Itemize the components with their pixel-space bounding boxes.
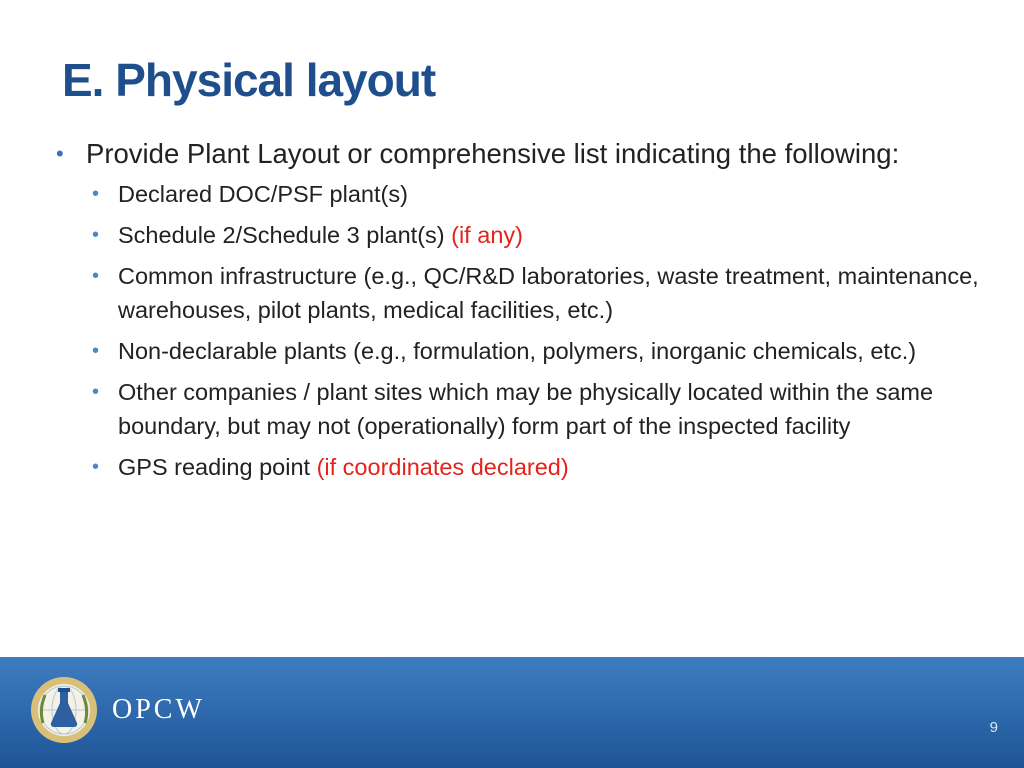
list-item-text: Common infrastructure (e.g., QC/R&D laboratories, waste treatment, maintenance, warehouses, pilot plants, medical facilities, etc.): [118, 263, 979, 323]
bullet-icon: •: [56, 141, 64, 166]
main-bullet-text: Provide Plant Layout or comprehensive list indicating the following:: [86, 138, 900, 169]
list-item: [56, 259, 996, 327]
list-item: [56, 375, 996, 443]
slide-content: [56, 134, 996, 491]
list-item-text: Other companies / plant sites which may be physically located within the same boundary, but may not (operationally) form part of the inspected facility: [118, 379, 934, 439]
bullet-icon: •: [92, 224, 100, 246]
list-item-text: Schedule 2/Schedule 3 plant(s): [118, 222, 452, 248]
page-number: 9: [989, 719, 998, 736]
list-item: [56, 177, 996, 211]
bullet-icon: •: [92, 340, 100, 362]
slide-title: E. Physical layout: [62, 54, 436, 106]
list-item-note: (if coordinates declared): [316, 454, 569, 480]
list-item-text: GPS reading point: [118, 454, 317, 480]
opcw-emblem-icon: [29, 675, 99, 745]
list-item-text: Non-declarable plants (e.g., formulation, polymers, inorganic chemicals, etc.): [118, 338, 917, 364]
list-item: [56, 334, 996, 368]
bullet-icon: •: [92, 265, 100, 287]
opcw-brand: OPCW: [112, 694, 205, 725]
bullet-icon: •: [92, 456, 100, 478]
main-bullet: [56, 134, 996, 174]
list-item-text: Declared DOC/PSF plant(s): [118, 181, 408, 207]
list-item: [56, 218, 996, 252]
list-item: [56, 450, 996, 484]
bullet-icon: •: [92, 183, 100, 205]
footer-band: [0, 657, 1024, 768]
sub-bullet-list: [56, 177, 996, 484]
bullet-icon: •: [92, 381, 100, 403]
list-item-note: (if any): [451, 222, 523, 248]
